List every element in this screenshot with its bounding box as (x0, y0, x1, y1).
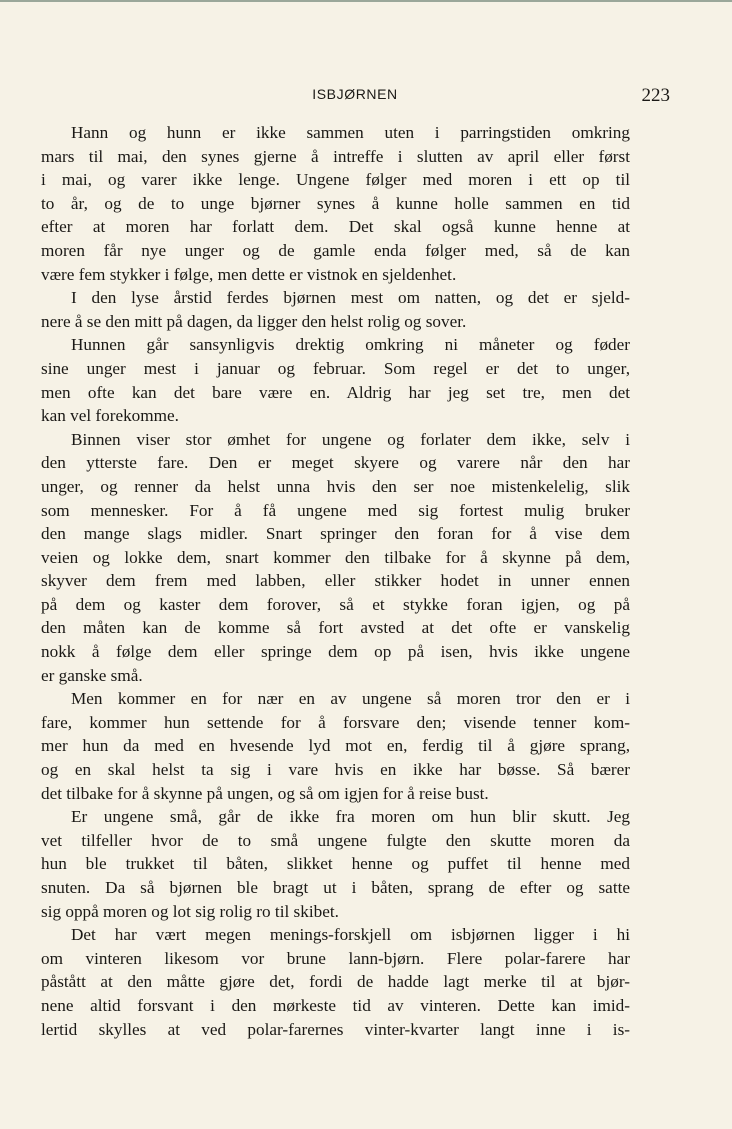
text-line: om vinteren likesom vor brune lann-bjørn. Flere polar-farere har (41, 948, 630, 968)
text-line: Er ungene små, går de ikke fra moren om hun blir skutt. Jeg (71, 807, 630, 827)
text-line: den ytterste fare. Den er meget skyere og varere når den har (41, 453, 630, 473)
text-line: mer hun da med en hvesende lyd mot en, ferdig til å gjøre sprang, (41, 736, 630, 756)
text-line: i mai, og varer ikke lenge. Ungene følger med moren i ett op til (41, 170, 630, 190)
text-line: sine unger mest i januar og februar. Som regel er det to unger, (41, 358, 630, 378)
text-line: det tilbake for å skynne på ungen, og så om igjen for å reise bust. (41, 783, 489, 803)
top-edge-rule (0, 0, 732, 2)
text-line: mars til mai, den synes gjerne å intreffe i slutten av april eller først (41, 146, 630, 166)
text-line: den måten kan de komme så fort avsted at det ofte er vanskelig (41, 618, 630, 638)
text-line: nokk å følge dem eller springe dem op på isen, hvis ikke ungene (41, 642, 630, 662)
text-line: Hunnen går sansynligvis drektig omkring ni måneter og føder (71, 335, 630, 355)
text-line: men ofte kan det bare være en. Aldrig har jeg set tre, men det (41, 382, 630, 402)
text-line: Men kommer en for nær en av ungene så moren tror den er i (71, 689, 630, 709)
page-header (40, 86, 670, 110)
text-line: to år, og de to unge bjørner synes å kunne holle sammen en tid (41, 193, 630, 213)
running-head: ISBJØRNEN (312, 86, 398, 102)
text-line: vet tilfeller hvor de to små ungene fulgte den skutte moren da (41, 830, 630, 850)
text-line: fare, kommer hun settende for å forsvare den; visende tenner kom- (41, 712, 630, 732)
text-line: Hann og hunn er ikke sammen uten i parringstiden omkring (71, 123, 630, 142)
text-line: nere å se den mitt på dagen, da ligger den helst rolig og sover. (41, 311, 467, 331)
text-line: og en skal helst ta sig i vare hvis en ikke har bøsse. Så bærer (41, 760, 630, 780)
body-text (41, 121, 630, 1041)
page-number: 223 (641, 85, 670, 106)
text-line: unger, og renner da helst unna hvis den ser noe mistenkelelig, slik (41, 476, 630, 496)
text-line: skyver dem frem med labben, eller stikker hodet in unner ennen (41, 571, 630, 591)
text-line: moren får nye unger og de gamle enda følger med, så de kan (41, 240, 630, 260)
text-line: hun ble trukket til båten, slikket henne og puffet til henne med (41, 854, 630, 874)
text-line: veien og lokke dem, snart kommer den tilbake for å skynne på dem, (41, 547, 630, 567)
text-line: påstått at den måtte gjøre det, fordi de hadde lagt merke til at bjør- (41, 972, 630, 992)
text-line: lertid skylles at ved polar-farernes vinter-kvarter langt inne i is- (41, 1019, 630, 1039)
text-line: være fem stykker i følge, men dette er vistnok en sjeldenhet. (41, 264, 457, 284)
text-line: sig oppå moren og lot sig rolig ro til skibet. (41, 901, 339, 921)
text-line: Binnen viser stor ømhet for ungene og forlater dem ikke, selv i (71, 429, 630, 449)
text-line: nene altid forsvant i den mørkeste tid av vinteren. Dette kan imid- (41, 995, 630, 1015)
text-line: Det har vært megen menings-forskjell om isbjørnen ligger i hi (71, 925, 630, 945)
text-line: er ganske små. (41, 665, 143, 685)
text-line: efter at moren har forlatt dem. Det skal også kunne henne at (41, 217, 630, 237)
text-line: på dem og kaster dem forover, så et stykke foran igjen, og på (41, 594, 630, 614)
text-line: som mennesker. For å få ungene med sig fortest mulig bruker (41, 500, 630, 520)
text-line: snuten. Da så bjørnen ble bragt ut i båten, sprang de efter og satte (41, 878, 630, 897)
text-line: I den lyse årstid ferdes bjørnen mest om natten, og det er sjeld- (71, 288, 630, 308)
text-line: kan vel forekomme. (41, 406, 179, 426)
text-line: den mange slags midler. Snart springer den foran for å vise dem (41, 524, 630, 544)
